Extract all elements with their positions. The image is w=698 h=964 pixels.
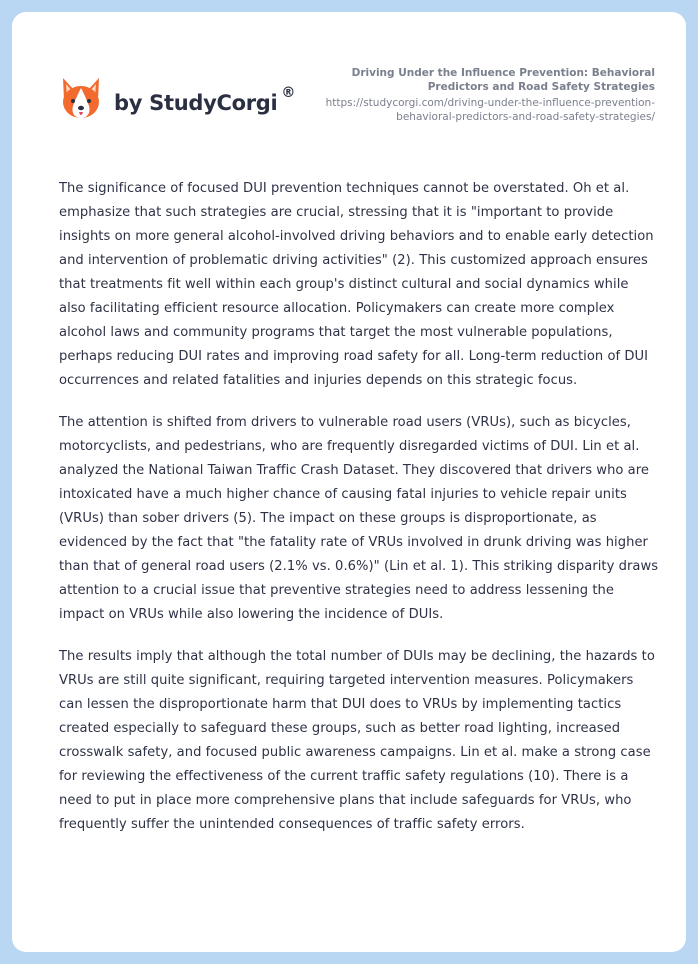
studycorgi-logo[interactable] — [60, 76, 295, 122]
document-page — [12, 12, 686, 952]
document-url-link[interactable]: https://studycorgi.com/driving-under-the-influence-prevention-behavioral-predictors-and-road-safety-strategies/ — [325, 97, 655, 123]
document-meta — [325, 66, 655, 124]
paragraph-3: The results imply that although the total number of DUIs may be declining, the hazards to VRUs are still quite significant, requiring targeted intervention measures. Policymakers can lessen the disproportionate harm that DUI does to VRUs by implementing tactics created especially to safeguard these groups, such as better road lighting, increased crosswalk safety, and focused public awareness campaigns. Lin et al. make a strong case for reviewing the effectiveness of the current traffic safety regulations (10). There is a need to put in place more comprehensive plans that include safeguards for VRUs, who frequently suffer the unintended consequences of traffic safety errors. — [59, 649, 655, 832]
registered-mark: ® — [281, 85, 296, 101]
brand-name: by StudyCorgi ® — [114, 85, 296, 115]
essay-body — [59, 177, 659, 855]
paragraph-1: The significance of focused DUI prevention techniques cannot be overstated. Oh et al. emphasize that such strategies are crucial, stressing that it is "important to provide insights on more general alcohol-involved driving behaviors and to enable early detection and intervention of problematic driving activities" (2). This customized approach ensures that treatments fit well within each group's distinct cultural and social dynamics while also facilitating efficient resource allocation. Policymakers can create more complex alcohol laws and community programs that target the most vulnerable populations, perhaps reducing DUI rates and improving road safety for all. Long-term reduction of DUI occurrences and related fatalities and injuries depends on this strategic focus. — [59, 181, 654, 388]
paragraph-2: The attention is shifted from drivers to vulnerable road users (VRUs), such as bicycles, motorcyclists, and pedestrians, who are frequently disregarded victims of DUI. Lin et al. analyzed the National Taiwan Traffic Crash Dataset. They discovered that drivers who are intoxicated have a much higher chance of causing fatal injuries to vehicle repair units (VRUs) than sober drivers (5). The impact on these groups is disproportionate, as evidenced by the fact that "the fatality rate of VRUs involved in drunk driving was higher than that of general road users (2.1% vs. 0.6%)" (Lin et al. 1). This striking disparity draws attention to a crucial issue that preventive strategies need to address lessening the impact on VRUs while also lowering the incidence of DUIs. — [59, 415, 659, 622]
document-title: Driving Under the Influence Prevention: Behavioral Predictors and Road Safety Strategies — [351, 67, 655, 93]
corgi-icon — [60, 76, 102, 122]
